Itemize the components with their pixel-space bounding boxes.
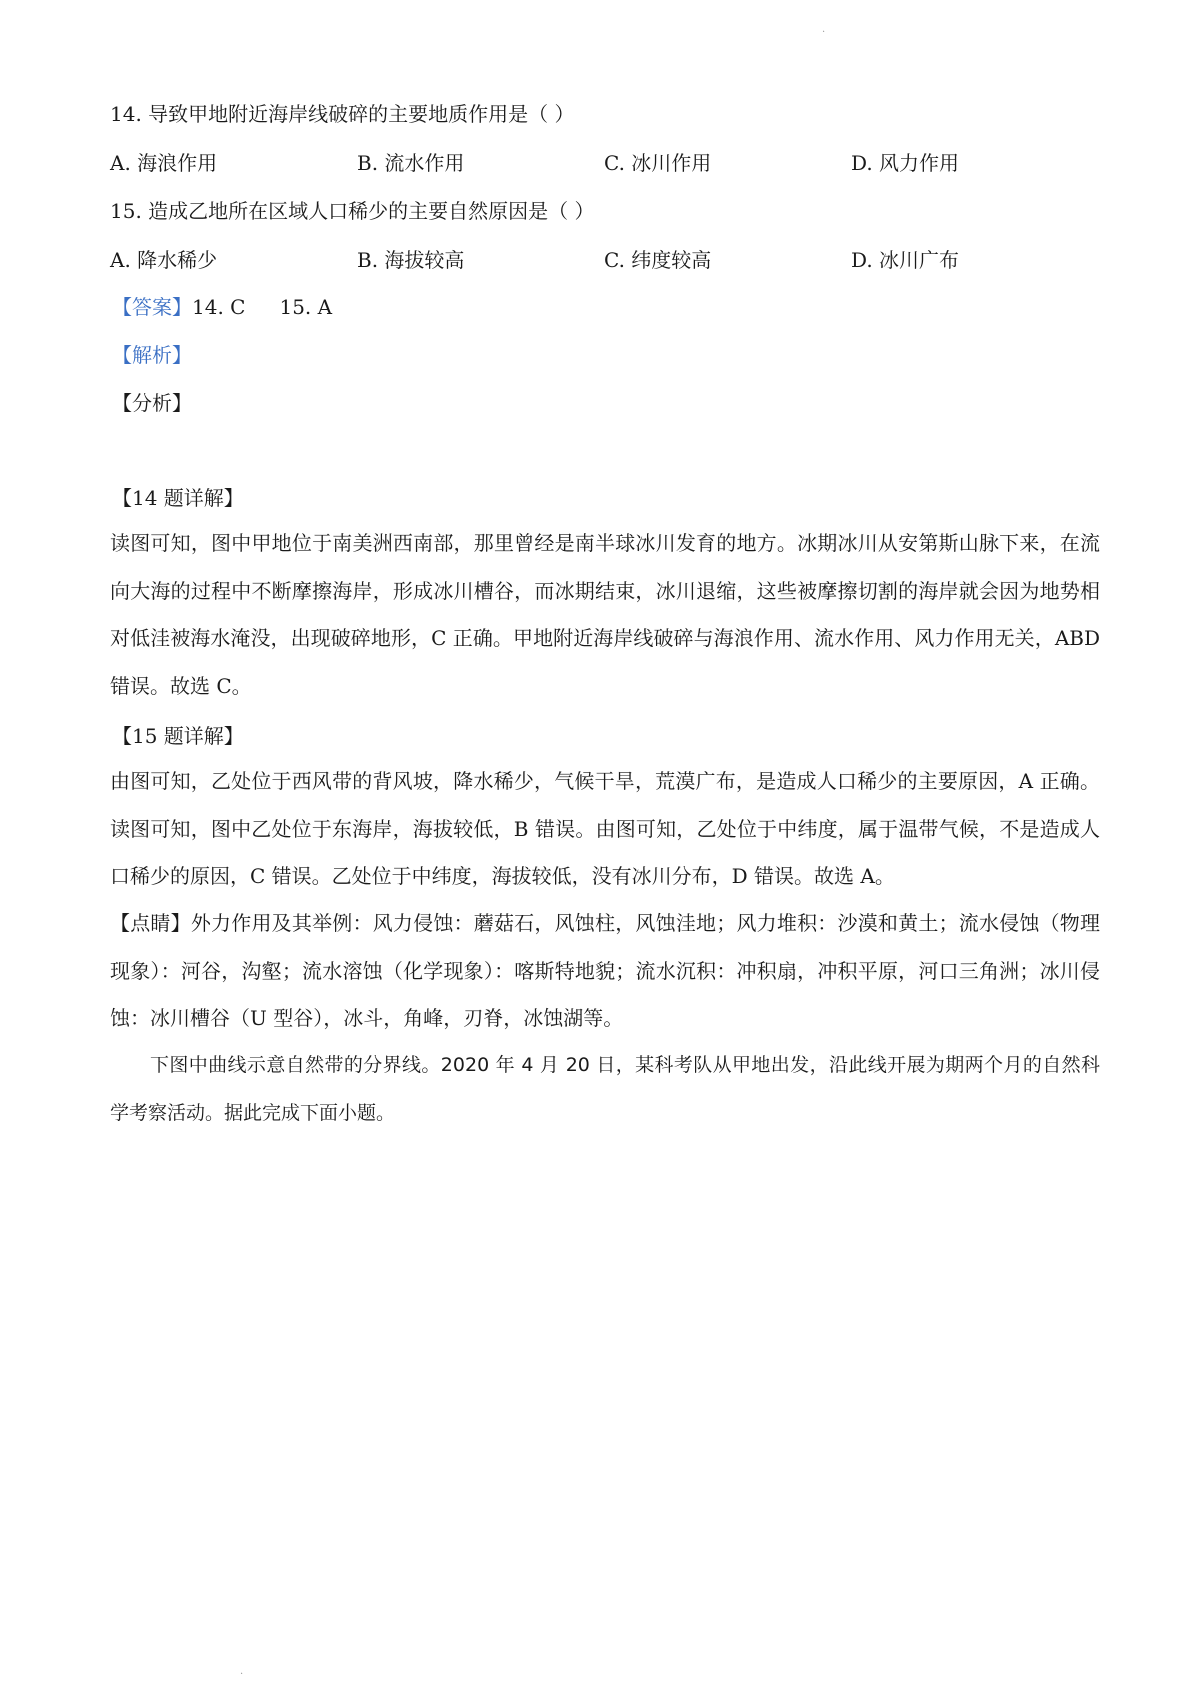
detail-15-body: 由图可知，乙处位于西风带的背风坡，降水稀少，气候干旱，荒漠广布，是造成人口稀少的主要原因，A 正确。读图可知，图中乙处位于东海岸，海拔较低，B 错误。由图可知，乙处位于中纬度，属于温带气候，不是造成人口稀少的原因，C 错误。乙处位于中纬度，海拔较低，没有冰川分布，D 错误。故选 A。 — [110, 769, 1100, 888]
question-15-option-a: A. 降水稀少 — [110, 248, 218, 272]
question-14-stem: 14. 导致甲地附近海岸线破碎的主要地质作用是（ ） — [110, 102, 575, 126]
question-15-option-c: C. 纬度较高 — [604, 248, 712, 272]
intro-paragraph: 下图中曲线示意自然带的分界线。2020 年 4 月 20 日，某科考队从甲地出发，沿此线开展为期两个月的自然科学考察活动。据此完成下面小题。 — [110, 1054, 1100, 1124]
question-15-stem: 15. 造成乙地所在区域人口稀少的主要自然原因是（ ） — [110, 199, 595, 223]
detail-14-title: 【14 题详解】 — [112, 486, 244, 510]
fenxi-tag: 【分析】 — [112, 391, 192, 415]
dianjing-block — [110, 900, 1100, 1043]
detail-15-title: 【15 题详解】 — [112, 724, 244, 748]
answer-14: 14. C — [192, 295, 246, 319]
dianjing-body: 外力作用及其举例：风力侵蚀：蘑菇石，风蚀柱，风蚀洼地；风力堆积：沙漠和黄土；流水侵蚀（物理现象）：河谷，沟壑；流水溶蚀（化学现象）：喀斯特地貌；流水沉积：冲积扇，冲积平原，河口三角洲；冰川侵蚀：冰川槽谷（U 型谷），冰斗，角峰，刃脊，冰蚀湖等。 — [110, 911, 1101, 1030]
question-14-option-d: D. 风力作用 — [851, 151, 960, 175]
question-14-option-b: B. 流水作用 — [357, 151, 465, 175]
answer-tag: 【答案】 — [112, 295, 192, 319]
dianjing-tag: 【点睛】 — [110, 911, 191, 935]
detail-14-body: 读图可知，图中甲地位于南美洲西南部，那里曾经是南半球冰川发育的地方。冰期冰川从安第斯山脉下来，在流向大海的过程中不断摩擦海岸，形成冰川槽谷，而冰期结束，冰川退缩，这些被摩擦切割的海岸就会因为地势相对低洼被海水淹没，出现破碎地形，C 正确。甲地附近海岸线破碎与海浪作用、流水作用、风力作用无关，ABD 错误。故选 C。 — [110, 531, 1100, 698]
question-14-option-a: A. 海浪作用 — [110, 151, 218, 175]
analysis-tag: 【解析】 — [112, 343, 192, 367]
answer-15: 15. A — [279, 295, 333, 319]
answer-line — [112, 293, 332, 321]
question-15-option-d: D. 冰川广布 — [851, 248, 960, 272]
question-15-option-b: B. 海拔较高 — [357, 248, 465, 272]
question-14-option-c: C. 冰川作用 — [604, 151, 712, 175]
scan-dot-bottom: . — [240, 1666, 244, 1677]
scan-dot-top: . — [822, 24, 826, 35]
